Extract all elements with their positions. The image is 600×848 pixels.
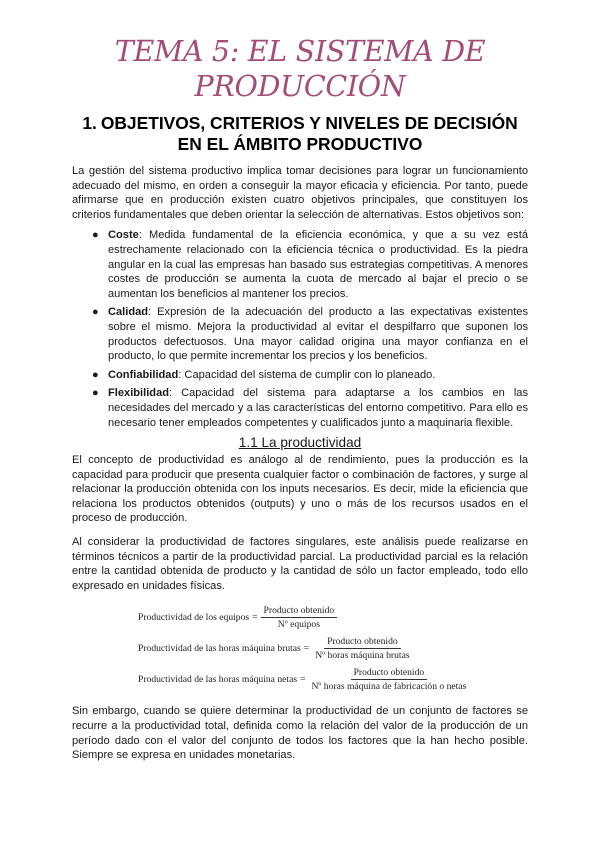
bullet-icon: ●	[92, 368, 99, 381]
section-number: 1.	[82, 113, 97, 133]
formula-row	[138, 605, 528, 630]
formula-lhs: Productividad de las horas máquina netas	[138, 674, 298, 686]
section-heading	[72, 113, 528, 155]
formula-row	[138, 636, 528, 661]
section-title-text: OBJETIVOS, CRITERIOS Y NIVELES DE DECISIÓN EN EL ÁMBITO PRODUCTIVO	[100, 113, 518, 154]
subsection-title-text: 1.1 La productividad	[238, 435, 362, 451]
objective-description: : Medida fundamental de la eficiencia económica, y que a su vez está estrechamente relacionado con la eficiencia técnica o productividad. Es la piedra angular en la cual las empresas han basado sus estrategias competitivas. A menores costes de producción se aumenta la cuota de mercado al bajar el precio o se aumentan los beneficios al mantener los precios.	[108, 229, 528, 300]
bullet-icon: ●	[92, 306, 99, 319]
bullet-icon: ●	[92, 387, 99, 400]
objective-description: : Capacidad del sistema de cumplir con lo planeado.	[178, 368, 436, 381]
formula-lhs: Productividad de las horas máquina brutas	[138, 643, 301, 655]
objective-item-calidad	[92, 305, 528, 363]
formula-numerator: Producto obtenido	[261, 605, 338, 618]
objective-item-confiabilidad	[92, 368, 528, 383]
partial-productivity-paragraph: Al considerar la productividad de factores singulares, este análisis puede realizarse en términos técnicos a partir de la productividad parcial. La productividad parcial es la relación entre la cantidad obtenida de producto y la cantidad de sólo un factor empleado, todo ello expresado en unidades físicas.	[72, 536, 528, 592]
page-title: TEMA 5: EL SISTEMA DE PRODUCCIÓN	[114, 35, 486, 103]
formula-fraction	[312, 636, 412, 661]
formula-row	[138, 667, 528, 692]
formula-equals: =	[300, 674, 306, 686]
formula-denominator: Nº horas máquina brutas	[315, 650, 410, 662]
formula-equals: =	[303, 643, 310, 655]
productivity-paragraph: El concepto de productividad es análogo al de rendimiento, pues la producción es la capacidad para producir que presenta cualquier factor o combinación de factores, y surge al relacionar la producción obtenida con los inputs necesarios. Es decir, mide la eficiencia que relaciona los productos obtenidos (outputs) y uno o más de los recursos usados en el proceso de producción.	[72, 454, 528, 525]
objective-term: Calidad	[108, 306, 149, 319]
formula-fraction	[261, 605, 338, 630]
objective-description: : Expresión de la adecuación del producto a las expectativas existentes sobre el mismo. Mejora la productividad al evitar el despilfarro que suponen los productos defectuosos. Una mayor calidad origina una mayor confianza en el producto, lo que permite incrementar los precios y los beneficios.	[108, 306, 528, 363]
objectives-list	[72, 228, 528, 430]
formula-fraction	[308, 667, 469, 692]
intro-paragraph: La gestión del sistema productivo implica tomar decisiones para lograr un funcionamiento adecuado del mismo, en orden a conseguir la mayor eficacia y eficiencia. Por tanto, puede afirmarse que en producción existen cuatro objetivos principales, que constituyen los criterios fundamentales que deben orientar la selección de alternativas. Estos objetivos son:	[72, 165, 528, 221]
objective-description: : Capacidad del sistema para adaptarse a los cambios en las necesidades del mercado y a las características del entorno competitivo. Para ello es necesario tener empleados competentes y cualificados junto a maquinaria flexible.	[108, 387, 528, 429]
formula-numerator: Producto obtenido	[351, 667, 428, 680]
formula-lhs: Productividad de los equipos	[138, 612, 250, 624]
objective-term: Confiabilidad	[108, 368, 179, 381]
objective-term: Coste	[108, 229, 139, 242]
subsection-heading	[72, 434, 528, 451]
objective-term: Flexibilidad	[108, 387, 170, 400]
objective-item-coste	[92, 228, 528, 301]
formula-equals: =	[252, 612, 258, 624]
formula-numerator: Producto obtenido	[324, 636, 401, 649]
formula-block	[138, 605, 528, 692]
bullet-icon: ●	[92, 229, 99, 242]
formula-denominator: Nº equipos	[277, 619, 320, 631]
objective-item-flexibilidad	[92, 386, 528, 430]
total-productivity-paragraph: Sin embargo, cuando se quiere determinar la productividad de un conjunto de factores se recurre a la productividad total, definida como la relación del valor de la producción de un período dado con el valor del conjunto de todos los factores que la han hecho posible. Siempre se expresa en unidades monetarias.	[72, 705, 528, 762]
formula-denominator: Nº horas máquina de fabricación o netas	[311, 681, 467, 693]
